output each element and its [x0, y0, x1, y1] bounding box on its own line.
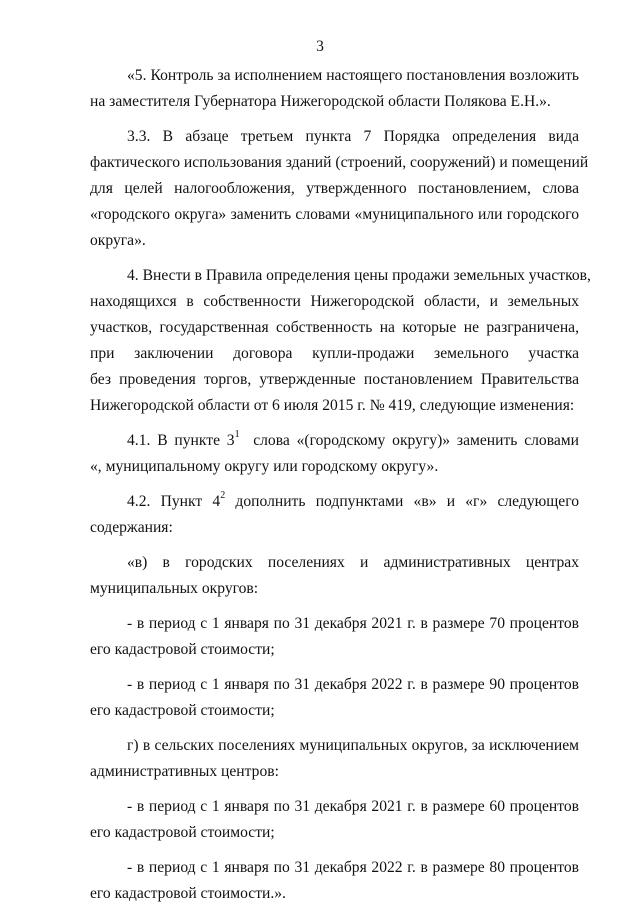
paragraph-line: его кадастровой стоимости;: [90, 702, 275, 719]
paragraph-line: г) в сельских поселениях муниципальных округов, за исключением: [127, 737, 579, 754]
paragraph-line: административных центров:: [90, 763, 279, 780]
paragraph-line: [90, 489, 579, 515]
paragraph-line: 3.3. В абзаце третьем пункта 7 Порядка определения вида: [127, 128, 579, 145]
subparagraph-v: [90, 550, 579, 602]
subparagraph-g: [90, 733, 579, 785]
list-item: [90, 794, 579, 846]
list-item: [90, 611, 579, 663]
paragraph-control-clause: [90, 63, 579, 115]
paragraph-line: «в) в городских поселениях и административных центрах: [127, 554, 579, 571]
paragraph-line: при заключении договора купли-продажи земельного участка: [90, 345, 579, 362]
paragraph-line: «5. Контроль за исполнением настоящего постановления возложить: [127, 67, 579, 84]
list-item: [90, 855, 579, 907]
paragraph-line: фактического использования зданий (строений, сооружений) и помещений: [90, 154, 589, 171]
paragraph-line: «, муниципальному округу или городскому округу».: [90, 458, 439, 475]
text-segment: 4.1. В пункте 3: [127, 432, 235, 449]
paragraph-line: [90, 428, 579, 454]
paragraph-line: для целей налогообложения, утвержденного постановлением, слова: [90, 180, 579, 197]
paragraph-line: - в период с 1 января по 31 декабря 2022 г. в размере 80 процентов: [127, 859, 579, 876]
text-segment: 4.2. Пункт 4: [127, 493, 221, 510]
text-segment: дополнить подпунктами «в» и «г» следующего: [225, 493, 579, 510]
page-number: 3: [316, 38, 324, 55]
paragraph-line: находящихся в собственности Нижегородской области, и земельных: [90, 293, 579, 310]
paragraph-line: округа».: [90, 232, 146, 249]
paragraph-line: содержания:: [90, 519, 173, 536]
superscript: 1: [234, 428, 240, 440]
paragraph-4: [90, 263, 591, 419]
paragraph-line: муниципальных округов:: [90, 580, 259, 597]
list-item: [90, 672, 579, 724]
paragraph-line: участков, государственная собственность на которые не разграничена,: [90, 319, 579, 336]
paragraph-line: Нижегородской области от 6 июля 2015 г. № 419, следующие изменения:: [90, 397, 575, 414]
paragraph-line: его кадастровой стоимости;: [90, 824, 275, 841]
paragraph-line: его кадастровой стоимости;: [90, 641, 275, 658]
paragraph-4-1: [90, 428, 579, 480]
paragraph-line: - в период с 1 января по 31 декабря 2021 г. в размере 60 процентов: [127, 798, 579, 815]
paragraph-line: - в период с 1 января по 31 декабря 2021 г. в размере 70 процентов: [127, 615, 579, 632]
paragraph-line: без проведения торгов, утвержденные постановлением Правительства: [90, 371, 579, 388]
paragraph-line: «городского округа» заменить словами «муниципального или городского: [90, 206, 579, 223]
paragraph-4-2: [90, 489, 579, 541]
paragraph-3-3: [90, 124, 589, 254]
superscript: 2: [220, 489, 226, 501]
paragraph-line: его кадастровой стоимости.».: [90, 885, 286, 902]
paragraph-line: на заместителя Губернатора Нижегородской области Полякова Е.Н.».: [90, 93, 551, 110]
text-segment: слова «(городскому округу)» заменить словами: [239, 432, 579, 449]
paragraph-line: 4. Внести в Правила определения цены продажи земельных участков,: [127, 267, 591, 284]
document-body: [90, 63, 591, 916]
paragraph-line: - в период с 1 января по 31 декабря 2022 г. в размере 90 процентов: [127, 676, 579, 693]
